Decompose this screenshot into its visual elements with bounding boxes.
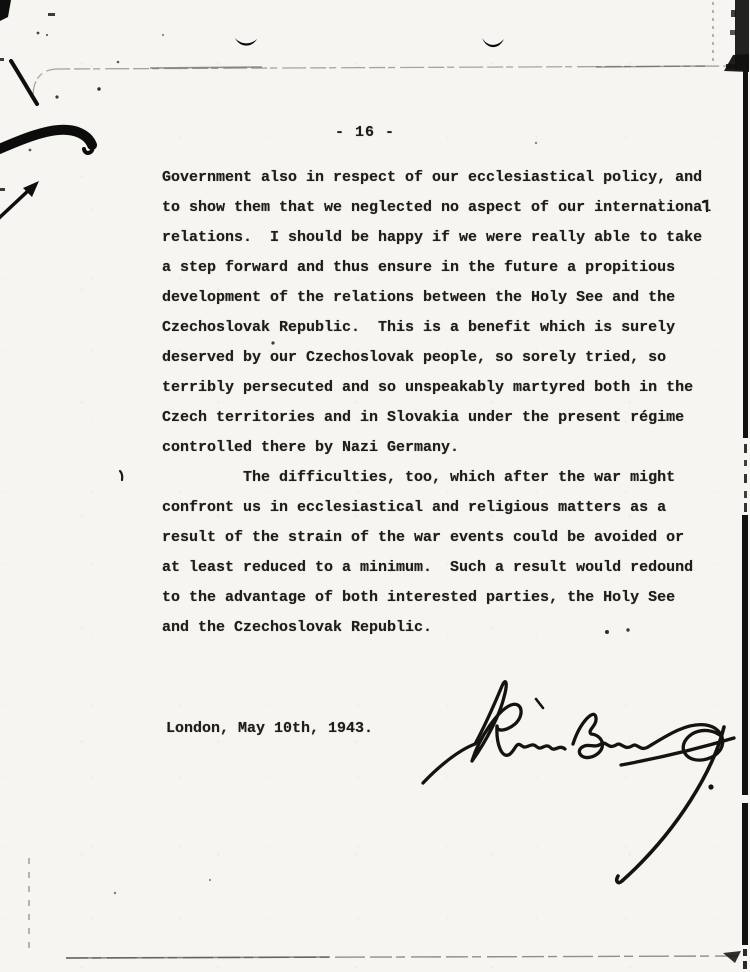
text-line: a step forward and thus ensure in the future a propitious bbox=[162, 259, 676, 276]
text-line: result of the strain of the war events could be avoided or bbox=[162, 529, 685, 546]
thick-hook-stroke bbox=[0, 130, 92, 150]
corner-blot bbox=[0, 0, 11, 21]
text-line: The difficulties, too, which after the war might bbox=[162, 469, 676, 486]
signature-handwritten-icon bbox=[415, 650, 750, 910]
text-line: Czech territories and in Slovakia under the present régime bbox=[162, 409, 685, 426]
text-line: Czechoslovak Republic. This is a benefit which is surely bbox=[162, 319, 676, 336]
text-line: at least reduced to a minimum. Such a result would redound bbox=[162, 559, 694, 576]
slash-mark bbox=[11, 61, 37, 104]
text-line: deserved by our Czechoslovak people, so sorely tried, so bbox=[162, 349, 667, 366]
ink-blotches bbox=[0, 0, 93, 219]
text-line: to the advantage of both interested parties, the Holy See bbox=[162, 589, 676, 606]
crescent-marks bbox=[235, 38, 504, 47]
text-line: Government also in respect of our ecclesiastical policy, and bbox=[162, 169, 703, 186]
text-line: controlled there by Nazi Germany. bbox=[162, 439, 460, 456]
text-line: and the Czechoslovak Republic. bbox=[162, 619, 433, 636]
text-line: to show them that we neglected no aspect of our international bbox=[162, 199, 712, 216]
dateline: London, May 10th, 1943. bbox=[166, 720, 374, 737]
text-line: confront us in ecclesiastical and religious matters as a bbox=[162, 499, 667, 516]
text-line: relations. I should be happy if we were really able to take bbox=[162, 229, 703, 246]
apostrophe-mark bbox=[120, 471, 122, 480]
page-number: - 16 - bbox=[335, 124, 396, 141]
arrow-mark bbox=[0, 189, 30, 219]
text-line: development of the relations between the Holy See and the bbox=[162, 289, 676, 306]
text-line: terribly persecuted and so unspeakably martyred both in the bbox=[162, 379, 694, 396]
body-text bbox=[162, 163, 711, 673]
bottom-right-wedge bbox=[723, 951, 741, 963]
